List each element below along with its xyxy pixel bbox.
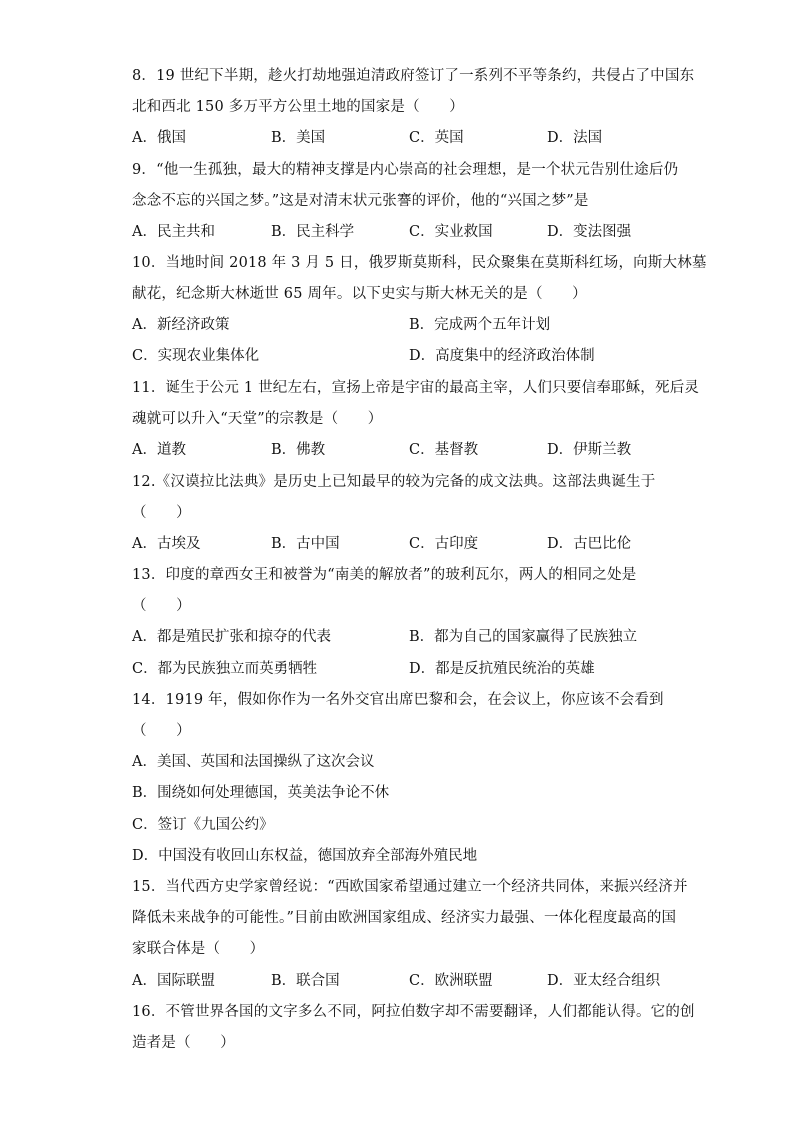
q14-option-b[interactable]: B．围绕如何处理德国，英美法争论不休 — [132, 785, 390, 801]
q12-option-a[interactable]: A．古埃及 — [132, 536, 201, 552]
q12-stem-line-1: 12.《汉谟拉比法典》是历史上已知最早的较为完备的成文法典。这部法典诞生于 — [132, 474, 656, 490]
q10-option-d[interactable]: D．高度集中的经济政治体制 — [409, 348, 595, 364]
q10-option-b[interactable]: B．完成两个五年计划 — [409, 317, 551, 333]
q11-option-d[interactable]: D．伊斯兰教 — [547, 442, 632, 458]
q9-option-a[interactable]: A．民主共和 — [132, 224, 215, 240]
q16-stem-line-2: 造者是（ ） — [132, 1035, 235, 1051]
q14-stem-line-1: 14．1919 年，假如你作为一名外交官出席巴黎和会，在会议上，你应该不会看到 — [132, 692, 664, 708]
q10-stem-line-1: 10．当地时间 2018 年 3 月 5 日，俄罗斯莫斯科，民众聚集在莫斯科红场，向斯大林墓 — [132, 255, 707, 271]
q11-stem-line-1: 11．诞生于公元 1 世纪左右，宣扬上帝是宇宙的最高主宰，人们只要信奉耶稣，死后灵 — [132, 380, 700, 396]
q10-stem-line-2: 献花，纪念斯大林逝世 65 周年。以下史实与斯大林无关的是（ ） — [132, 286, 587, 302]
q9-option-c[interactable]: C．实业救国 — [409, 224, 493, 240]
q14-stem-line-2: （ ） — [132, 723, 191, 739]
q16-stem-line-1: 16．不管世界各国的文字多么不同，阿拉伯数字却不需要翻译，人们都能认得。它的创 — [132, 1004, 695, 1020]
q12-option-d[interactable]: D．古巴比伦 — [547, 536, 632, 552]
q15-option-d[interactable]: D．亚太经合组织 — [547, 973, 661, 989]
q15-option-c[interactable]: C．欧洲联盟 — [409, 973, 493, 989]
q11-option-b[interactable]: B．佛教 — [271, 442, 326, 458]
q11-option-c[interactable]: C．基督教 — [409, 442, 479, 458]
q9-option-d[interactable]: D．变法图强 — [547, 224, 632, 240]
q12-option-c[interactable]: C．古印度 — [409, 536, 479, 552]
q8-stem-line-1: 8．19 世纪下半期，趁火打劫地强迫清政府签订了一系列不平等条约，共侵占了中国东 — [132, 68, 695, 84]
q15-stem-line-2: 降低未来战争的可能性。”目前由欧洲国家组成、经济实力最强、一体化程度最高的国 — [132, 910, 677, 926]
q12-stem-line-2: （ ） — [132, 505, 191, 521]
q13-option-a[interactable]: A．都是殖民扩张和掠夺的代表 — [132, 629, 331, 645]
q9-stem-line-1: 9．“他一生孤独，最大的精神支撑是内心崇高的社会理想，是一个状元告别仕途后仍 — [132, 162, 679, 178]
q8-option-b[interactable]: B．美国 — [271, 130, 326, 146]
q15-option-a[interactable]: A．国际联盟 — [132, 973, 215, 989]
q10-option-c[interactable]: C．实现农业集体化 — [132, 348, 260, 364]
q15-option-b[interactable]: B．联合国 — [271, 973, 340, 989]
q9-option-b[interactable]: B．民主科学 — [271, 224, 355, 240]
q8-stem-line-2: 北和西北 150 多万平方公里土地的国家是（ ） — [132, 99, 464, 115]
q14-option-a[interactable]: A．美国、英国和法国操纵了这次会议 — [132, 754, 375, 770]
q14-option-c[interactable]: C．签订《九国公约》 — [132, 817, 274, 833]
q13-stem-line-1: 13．印度的章西女王和被誉为“南美的解放者”的玻利瓦尔，两人的相同之处是 — [132, 567, 637, 583]
q8-option-d[interactable]: D．法国 — [547, 130, 603, 146]
q12-option-b[interactable]: B．古中国 — [271, 536, 340, 552]
q15-stem-line-3: 家联合体是（ ） — [132, 941, 265, 957]
q9-stem-line-2: 念念不忘的兴国之梦。”这是对清末状元张謇的评价，他的“兴国之梦”是 — [132, 193, 589, 209]
q11-stem-line-2: 魂就可以升入“天堂”的宗教是（ ） — [132, 411, 383, 427]
q14-option-d[interactable]: D．中国没有收回山东权益，德国放弃全部海外殖民地 — [132, 848, 478, 864]
q11-option-a[interactable]: A．道教 — [132, 442, 186, 458]
q13-option-b[interactable]: B．都为自己的国家赢得了民族独立 — [409, 629, 638, 645]
q10-option-a[interactable]: A．新经济政策 — [132, 317, 230, 333]
q13-stem-line-2: （ ） — [132, 598, 191, 614]
q13-option-c[interactable]: C．都为民族独立而英勇牺牲 — [132, 661, 318, 677]
q15-stem-line-1: 15．当代西方史学家曾经说：“西欧国家希望通过建立一个经济共同体，来振兴经济并 — [132, 879, 688, 895]
q13-option-d[interactable]: D．都是反抗殖民统治的英雄 — [409, 661, 595, 677]
q8-option-a[interactable]: A．俄国 — [132, 130, 186, 146]
q8-option-c[interactable]: C．英国 — [409, 130, 464, 146]
